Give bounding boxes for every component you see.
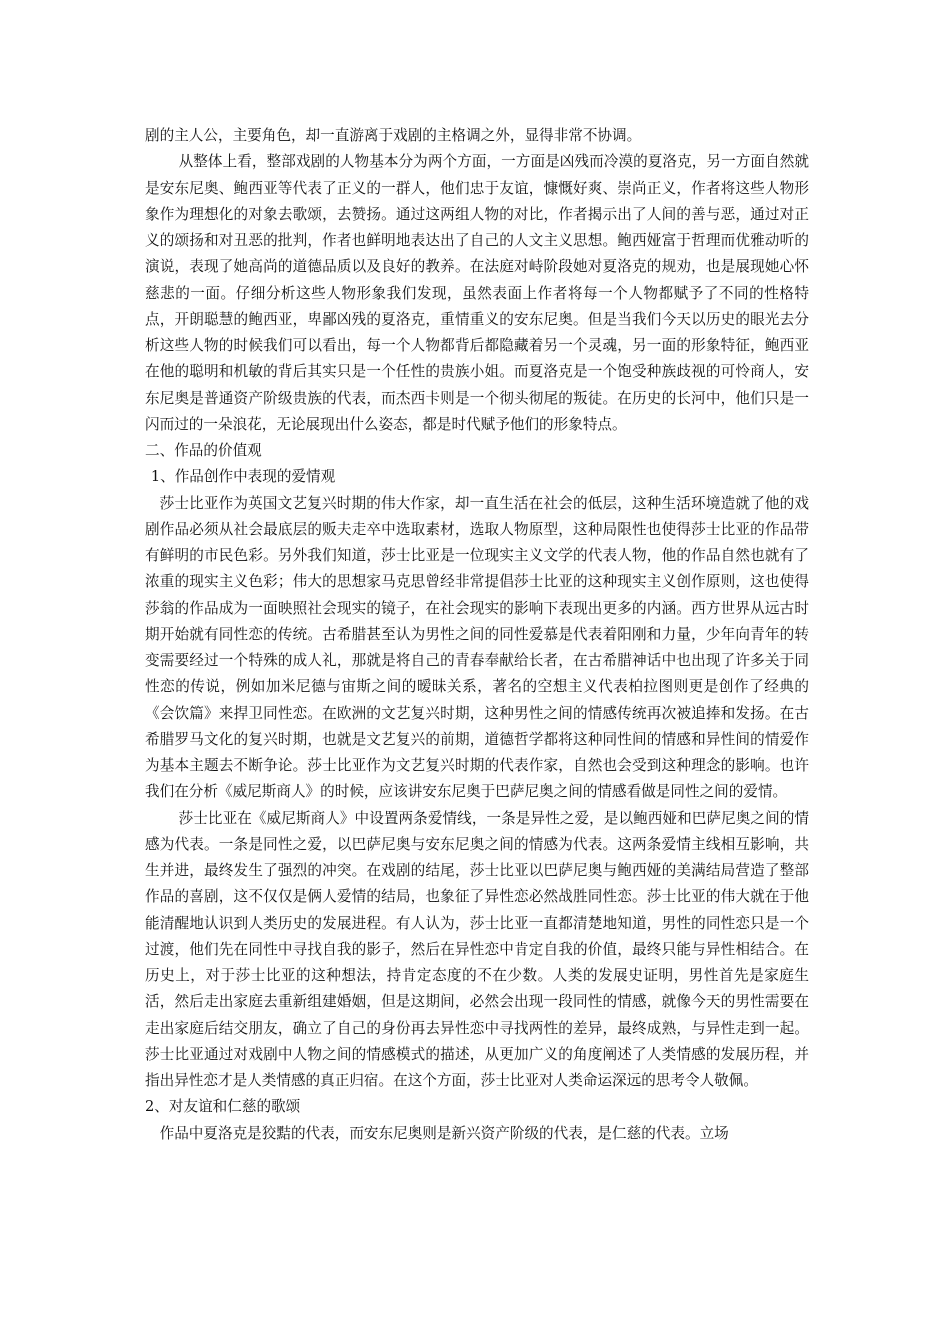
paragraph-friendship: 作品中夏洛克是狡黠的代表，而安东尼奥则是新兴资产阶级的代表，是仁慈的代表。立场	[159, 1124, 729, 1142]
subsection-heading-friendship: 2、对友谊和仁慈的歌颂	[145, 1098, 301, 1116]
paragraph-characters: 从整体上看，整部戏剧的人物基本分为两个方面，一方面是凶残而冷漠的夏洛克，另一方面自然就是安东尼奥、鲍西亚等代表了正义的一群人，他们忠于友谊，慷慨好爽、崇尚正义，作者将这些人物形象作为理想化的对象去歌颂，去赞扬。通过这两组人物的对比，作者揭示出了人间的善与恶，通过对正义的颂扬和对丑恶的批判，作者也鲜明地表达出了自己的人文主义思想。鲍西娅富于哲理而优雅动听的演说，表现了她高尚的道德品质以及良好的教养。在法庭对峙阶段她对夏洛克的规劝，也是展现她心怀慈悲的一面。仔细分析这些人物形象我们发现，虽然表面上作者将每一个人物都赋予了不同的性格特点，开朗聪慧的鲍西亚，卑鄙凶残的夏洛克，重情重义的安东尼奥。但是当我们今天以历史的眼光去分析这些人物的时候我们可以看出，每一个人物都背后都隐藏着另一个灵魂，另一面的形象特征，鲍西亚在他的聪明和机敏的背后其实只是一个任性的贵族小姐。而夏洛克是一个饱受种族歧视的可怜商人，安东尼奥是普通资产阶级贵族的代表，而杰西卡则是一个彻头彻尾的叛徒。在历史的长河中，他们只是一闪而过的一朵浪花，无论展现出什么姿态，都是时代赋予他们的形象特点。	[145, 153, 809, 433]
document-page	[145, 123, 809, 1147]
paragraph-love-view: 莎士比亚作为英国文艺复兴时期的伟大作家，却一直生活在社会的低层，这种生活环境造就了他的戏剧作品必须从社会最底层的贩夫走卒中选取素材，选取人物原型，这种局限性也使得莎士比亚的作品带有鲜明的市民色彩。另外我们知道，莎士比亚是一位现实主义文学的代表人物，他的作品自然也就有了浓重的现实主义色彩；伟大的思想家马克思曾经非常提倡莎士比亚的这种现实主义创作原则，这也使得莎翁的作品成为一面映照社会现实的镜子，在社会现实的影响下表现出更多的内涵。西方世界从远古时期开始就有同性恋的传统。古希腊甚至认为男性之间的同性爱慕是代表着阳刚和力量，少年向青年的转变需要经过一个特殊的成人礼，那就是将自己的青春奉献给长者，在古希腊神话中也出现了许多关于同性恋的传说，例如加米尼德与宙斯之间的暧昧关系，著名的空想主义代表柏拉图则更是创作了经典的《会饮篇》来捍卫同性恋。在欧洲的文艺复兴时期，这种男性之间的情感传统再次被追捧和发扬。在古希腊罗马文化的复兴时期，也就是文艺复兴的前期，道德哲学都将这种同性间的情感和异性间的情爱作为基本主题去不断争论。莎士比亚作为文艺复兴时期的代表作家，自然也会受到这种理念的影响。也许我们在分析《威尼斯商人》的时候，应该讲安东尼奥于巴萨尼奥之间的情感看做是同性之间的爱情。	[145, 494, 809, 801]
paragraph-two-love-lines: 莎士比亚在《威尼斯商人》中设置两条爱情线，一条是异性之爱，是以鲍西娅和巴萨尼奥之间的情感为代表。一条是同性之爱，以巴萨尼奥与安东尼奥之间的情感为代表。这两条爱情主线相互影响，共生并进，最终发生了强烈的冲突。在戏剧的结尾，莎士比亚以巴萨尼奥与鲍西娅的美满结局营造了整部作品的喜剧，这不仅仅是俩人爱情的结局，也象征了异性恋必然战胜同性恋。莎士比亚的伟大就在于他能清醒地认识到人类历史的发展进程。有人认为，莎士比亚一直都清楚地知道，男性的同性恋只是一个过渡，他们先在同性中寻找自我的影子，然后在异性恋中肯定自我的价值，最终只能与异性相结合。在历史上，对于莎士比亚的这种想法，持肯定态度的不在少数。人类的发展史证明，男性首先是家庭生活，然后走出家庭去重新组建婚姻，但是这期间，必然会出现一段同性的情感，就像今天的男性需要在走出家庭后结交朋友，确立了自己的身份再去异性恋中寻找两性的差异，最终成熟，与异性走到一起。莎士比亚通过对戏剧中人物之间的情感模式的描述，从更加广义的角度阐述了人类情感的发展历程，并指出异性恋才是人类情感的真正归宿。在这个方面，莎士比亚对人类命运深远的思考令人敬佩。	[145, 809, 809, 1089]
section-heading-values: 二、作品的价值观	[145, 442, 262, 459]
subsection-heading-love: 1、作品创作中表现的爱情观	[150, 468, 336, 486]
paragraph-continuation: 剧的主人公，主要角色，却一直游离于戏剧的主格调之外，显得非常不协调。	[145, 127, 642, 144]
